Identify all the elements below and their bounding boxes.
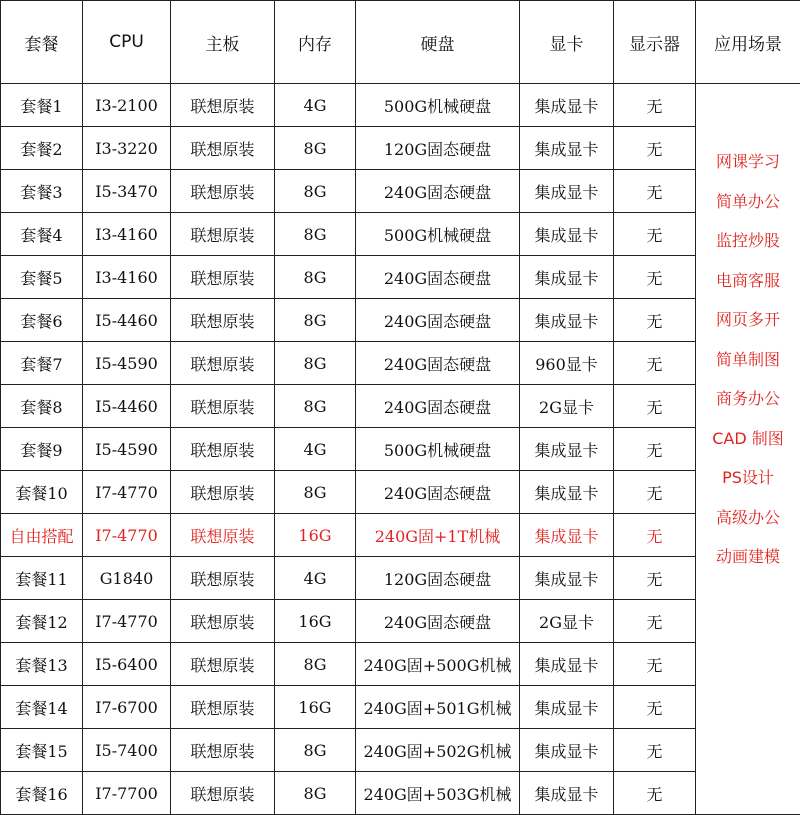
table-row: [1, 729, 800, 772]
cell-package-name: 套餐6: [1, 299, 83, 342]
cell-memory: 16G: [275, 600, 356, 643]
use-case-list: [696, 84, 800, 815]
cell-motherboard: 联想原装: [171, 342, 275, 385]
header-use-case: 应用场景: [696, 1, 800, 84]
cell-cpu: I5-4590: [83, 342, 171, 385]
cell-motherboard: 联想原装: [171, 514, 275, 557]
cell-storage: 240G固态硬盘: [356, 256, 520, 299]
cell-package-name: 套餐5: [1, 256, 83, 299]
cell-package-name: 套餐14: [1, 686, 83, 729]
cell-motherboard: 联想原装: [171, 170, 275, 213]
cell-motherboard: 联想原装: [171, 299, 275, 342]
cell-cpu: I3-4160: [83, 256, 171, 299]
table-row: [1, 385, 800, 428]
cell-motherboard: 联想原装: [171, 127, 275, 170]
use-case-item: 监控炒股: [696, 221, 800, 261]
cell-cpu: I7-6700: [83, 686, 171, 729]
cell-storage: 240G固+502G机械: [356, 729, 520, 772]
cell-cpu: I5-3470: [83, 170, 171, 213]
cell-storage: 500G机械硬盘: [356, 213, 520, 256]
cell-memory: 8G: [275, 471, 356, 514]
cell-memory: 8G: [275, 127, 356, 170]
header-memory: 内存: [275, 1, 356, 84]
header-motherboard: 主板: [171, 1, 275, 84]
cell-memory: 8G: [275, 643, 356, 686]
cell-graphics: 集成显卡: [520, 729, 614, 772]
cell-memory: 4G: [275, 84, 356, 127]
cell-graphics: 集成显卡: [520, 213, 614, 256]
cell-memory: 16G: [275, 686, 356, 729]
header-graphics: 显卡: [520, 1, 614, 84]
cell-package-name: 套餐16: [1, 772, 83, 815]
header-cpu: CPU: [83, 1, 171, 84]
cell-memory: 16G: [275, 514, 356, 557]
cell-memory: 8G: [275, 729, 356, 772]
cell-motherboard: 联想原装: [171, 428, 275, 471]
table-row: [1, 471, 800, 514]
cell-graphics: 集成显卡: [520, 84, 614, 127]
table-row: [1, 213, 800, 256]
table-row: [1, 342, 800, 385]
cell-storage: 240G固态硬盘: [356, 170, 520, 213]
cell-package-name: 套餐1: [1, 84, 83, 127]
table-row: [1, 686, 800, 729]
table-row: [1, 600, 800, 643]
cell-storage: 240G固+501G机械: [356, 686, 520, 729]
cell-package-name: 套餐8: [1, 385, 83, 428]
cell-cpu: I5-4460: [83, 299, 171, 342]
use-case-item: PS设计: [696, 458, 800, 498]
cell-cpu: I7-4770: [83, 514, 171, 557]
cell-package-name: 套餐7: [1, 342, 83, 385]
cell-monitor: 无: [614, 643, 696, 686]
cell-cpu: I5-4590: [83, 428, 171, 471]
cell-graphics: 960显卡: [520, 342, 614, 385]
cell-storage: 500G机械硬盘: [356, 84, 520, 127]
cell-motherboard: 联想原装: [171, 256, 275, 299]
cell-package-name: 套餐9: [1, 428, 83, 471]
use-case-item: 高级办公: [696, 498, 800, 538]
cell-motherboard: 联想原装: [171, 600, 275, 643]
cell-monitor: 无: [614, 729, 696, 772]
cell-graphics: 集成显卡: [520, 514, 614, 557]
cell-monitor: 无: [614, 299, 696, 342]
cell-graphics: 集成显卡: [520, 170, 614, 213]
cell-storage: 240G固+500G机械: [356, 643, 520, 686]
cell-monitor: 无: [614, 127, 696, 170]
cell-package-name: 套餐10: [1, 471, 83, 514]
table-row: [1, 772, 800, 815]
cell-monitor: 无: [614, 557, 696, 600]
use-case-item: 简单制图: [696, 340, 800, 380]
use-case-item: 网课学习: [696, 142, 800, 182]
cell-memory: 8G: [275, 170, 356, 213]
cell-memory: 8G: [275, 342, 356, 385]
cell-graphics: 集成显卡: [520, 256, 614, 299]
cell-cpu: I5-4460: [83, 385, 171, 428]
cell-storage: 240G固态硬盘: [356, 385, 520, 428]
cell-storage: 240G固+1T机械: [356, 514, 520, 557]
cell-cpu: I7-4770: [83, 471, 171, 514]
cell-cpu: I5-7400: [83, 729, 171, 772]
cell-storage: 240G固态硬盘: [356, 299, 520, 342]
cell-cpu: I3-3220: [83, 127, 171, 170]
cell-graphics: 集成显卡: [520, 772, 614, 815]
cell-monitor: 无: [614, 600, 696, 643]
cell-memory: 8G: [275, 256, 356, 299]
use-case-item: 简单办公: [696, 182, 800, 222]
use-case-item: 动画建模: [696, 537, 800, 577]
cell-monitor: 无: [614, 385, 696, 428]
cell-package-name: 套餐3: [1, 170, 83, 213]
cell-monitor: 无: [614, 686, 696, 729]
table-row: [1, 299, 800, 342]
cell-cpu: I3-2100: [83, 84, 171, 127]
cell-storage: 500G机械硬盘: [356, 428, 520, 471]
cell-storage: 240G固态硬盘: [356, 471, 520, 514]
cell-cpu: G1840: [83, 557, 171, 600]
cell-package-name: 套餐11: [1, 557, 83, 600]
cell-graphics: 集成显卡: [520, 686, 614, 729]
cell-motherboard: 联想原装: [171, 772, 275, 815]
table-row: [1, 428, 800, 471]
cell-graphics: 集成显卡: [520, 557, 614, 600]
cell-motherboard: 联想原装: [171, 729, 275, 772]
cell-motherboard: 联想原装: [171, 471, 275, 514]
cell-storage: 240G固+503G机械: [356, 772, 520, 815]
cell-cpu: I7-4770: [83, 600, 171, 643]
cell-graphics: 集成显卡: [520, 127, 614, 170]
cell-package-name: 套餐4: [1, 213, 83, 256]
cell-cpu: I3-4160: [83, 213, 171, 256]
header-monitor: 显示器: [614, 1, 696, 84]
header-storage: 硬盘: [356, 1, 520, 84]
use-case-item: CAD 制图: [696, 419, 800, 459]
cell-graphics: 集成显卡: [520, 471, 614, 514]
cell-monitor: 无: [614, 514, 696, 557]
cell-monitor: 无: [614, 256, 696, 299]
use-case-item: 商务办公: [696, 379, 800, 419]
table-row: [1, 514, 800, 557]
cell-graphics: 集成显卡: [520, 428, 614, 471]
cell-storage: 240G固态硬盘: [356, 600, 520, 643]
cell-memory: 4G: [275, 428, 356, 471]
cell-motherboard: 联想原装: [171, 84, 275, 127]
header-package: 套餐: [1, 1, 83, 84]
cell-package-name: 套餐13: [1, 643, 83, 686]
table-row: [1, 170, 800, 213]
cell-motherboard: 联想原装: [171, 557, 275, 600]
use-case-item: 电商客服: [696, 261, 800, 301]
cell-motherboard: 联想原装: [171, 686, 275, 729]
table-row: [1, 256, 800, 299]
cell-storage: 240G固态硬盘: [356, 342, 520, 385]
cell-storage: 120G固态硬盘: [356, 127, 520, 170]
cell-graphics: 2G显卡: [520, 385, 614, 428]
cell-monitor: 无: [614, 772, 696, 815]
cell-package-name: 自由搭配: [1, 514, 83, 557]
cell-storage: 120G固态硬盘: [356, 557, 520, 600]
cell-graphics: 集成显卡: [520, 643, 614, 686]
cell-monitor: 无: [614, 428, 696, 471]
cell-motherboard: 联想原装: [171, 385, 275, 428]
use-case-item: 网页多开: [696, 300, 800, 340]
cell-motherboard: 联想原装: [171, 213, 275, 256]
cell-memory: 8G: [275, 772, 356, 815]
cell-memory: 8G: [275, 385, 356, 428]
table-row: [1, 557, 800, 600]
table-row: [1, 127, 800, 170]
cell-monitor: 无: [614, 213, 696, 256]
cell-monitor: 无: [614, 170, 696, 213]
cell-graphics: 集成显卡: [520, 299, 614, 342]
cell-cpu: I7-7700: [83, 772, 171, 815]
cell-cpu: I5-6400: [83, 643, 171, 686]
cell-graphics: 2G显卡: [520, 600, 614, 643]
cell-package-name: 套餐15: [1, 729, 83, 772]
cell-monitor: 无: [614, 84, 696, 127]
cell-memory: 4G: [275, 557, 356, 600]
cell-motherboard: 联想原装: [171, 643, 275, 686]
cell-memory: 8G: [275, 213, 356, 256]
cell-package-name: 套餐12: [1, 600, 83, 643]
cell-package-name: 套餐2: [1, 127, 83, 170]
table-row: [1, 643, 800, 686]
cell-monitor: 无: [614, 342, 696, 385]
cell-memory: 8G: [275, 299, 356, 342]
header-row: [1, 1, 800, 84]
cell-monitor: 无: [614, 471, 696, 514]
table-row: [1, 84, 800, 127]
